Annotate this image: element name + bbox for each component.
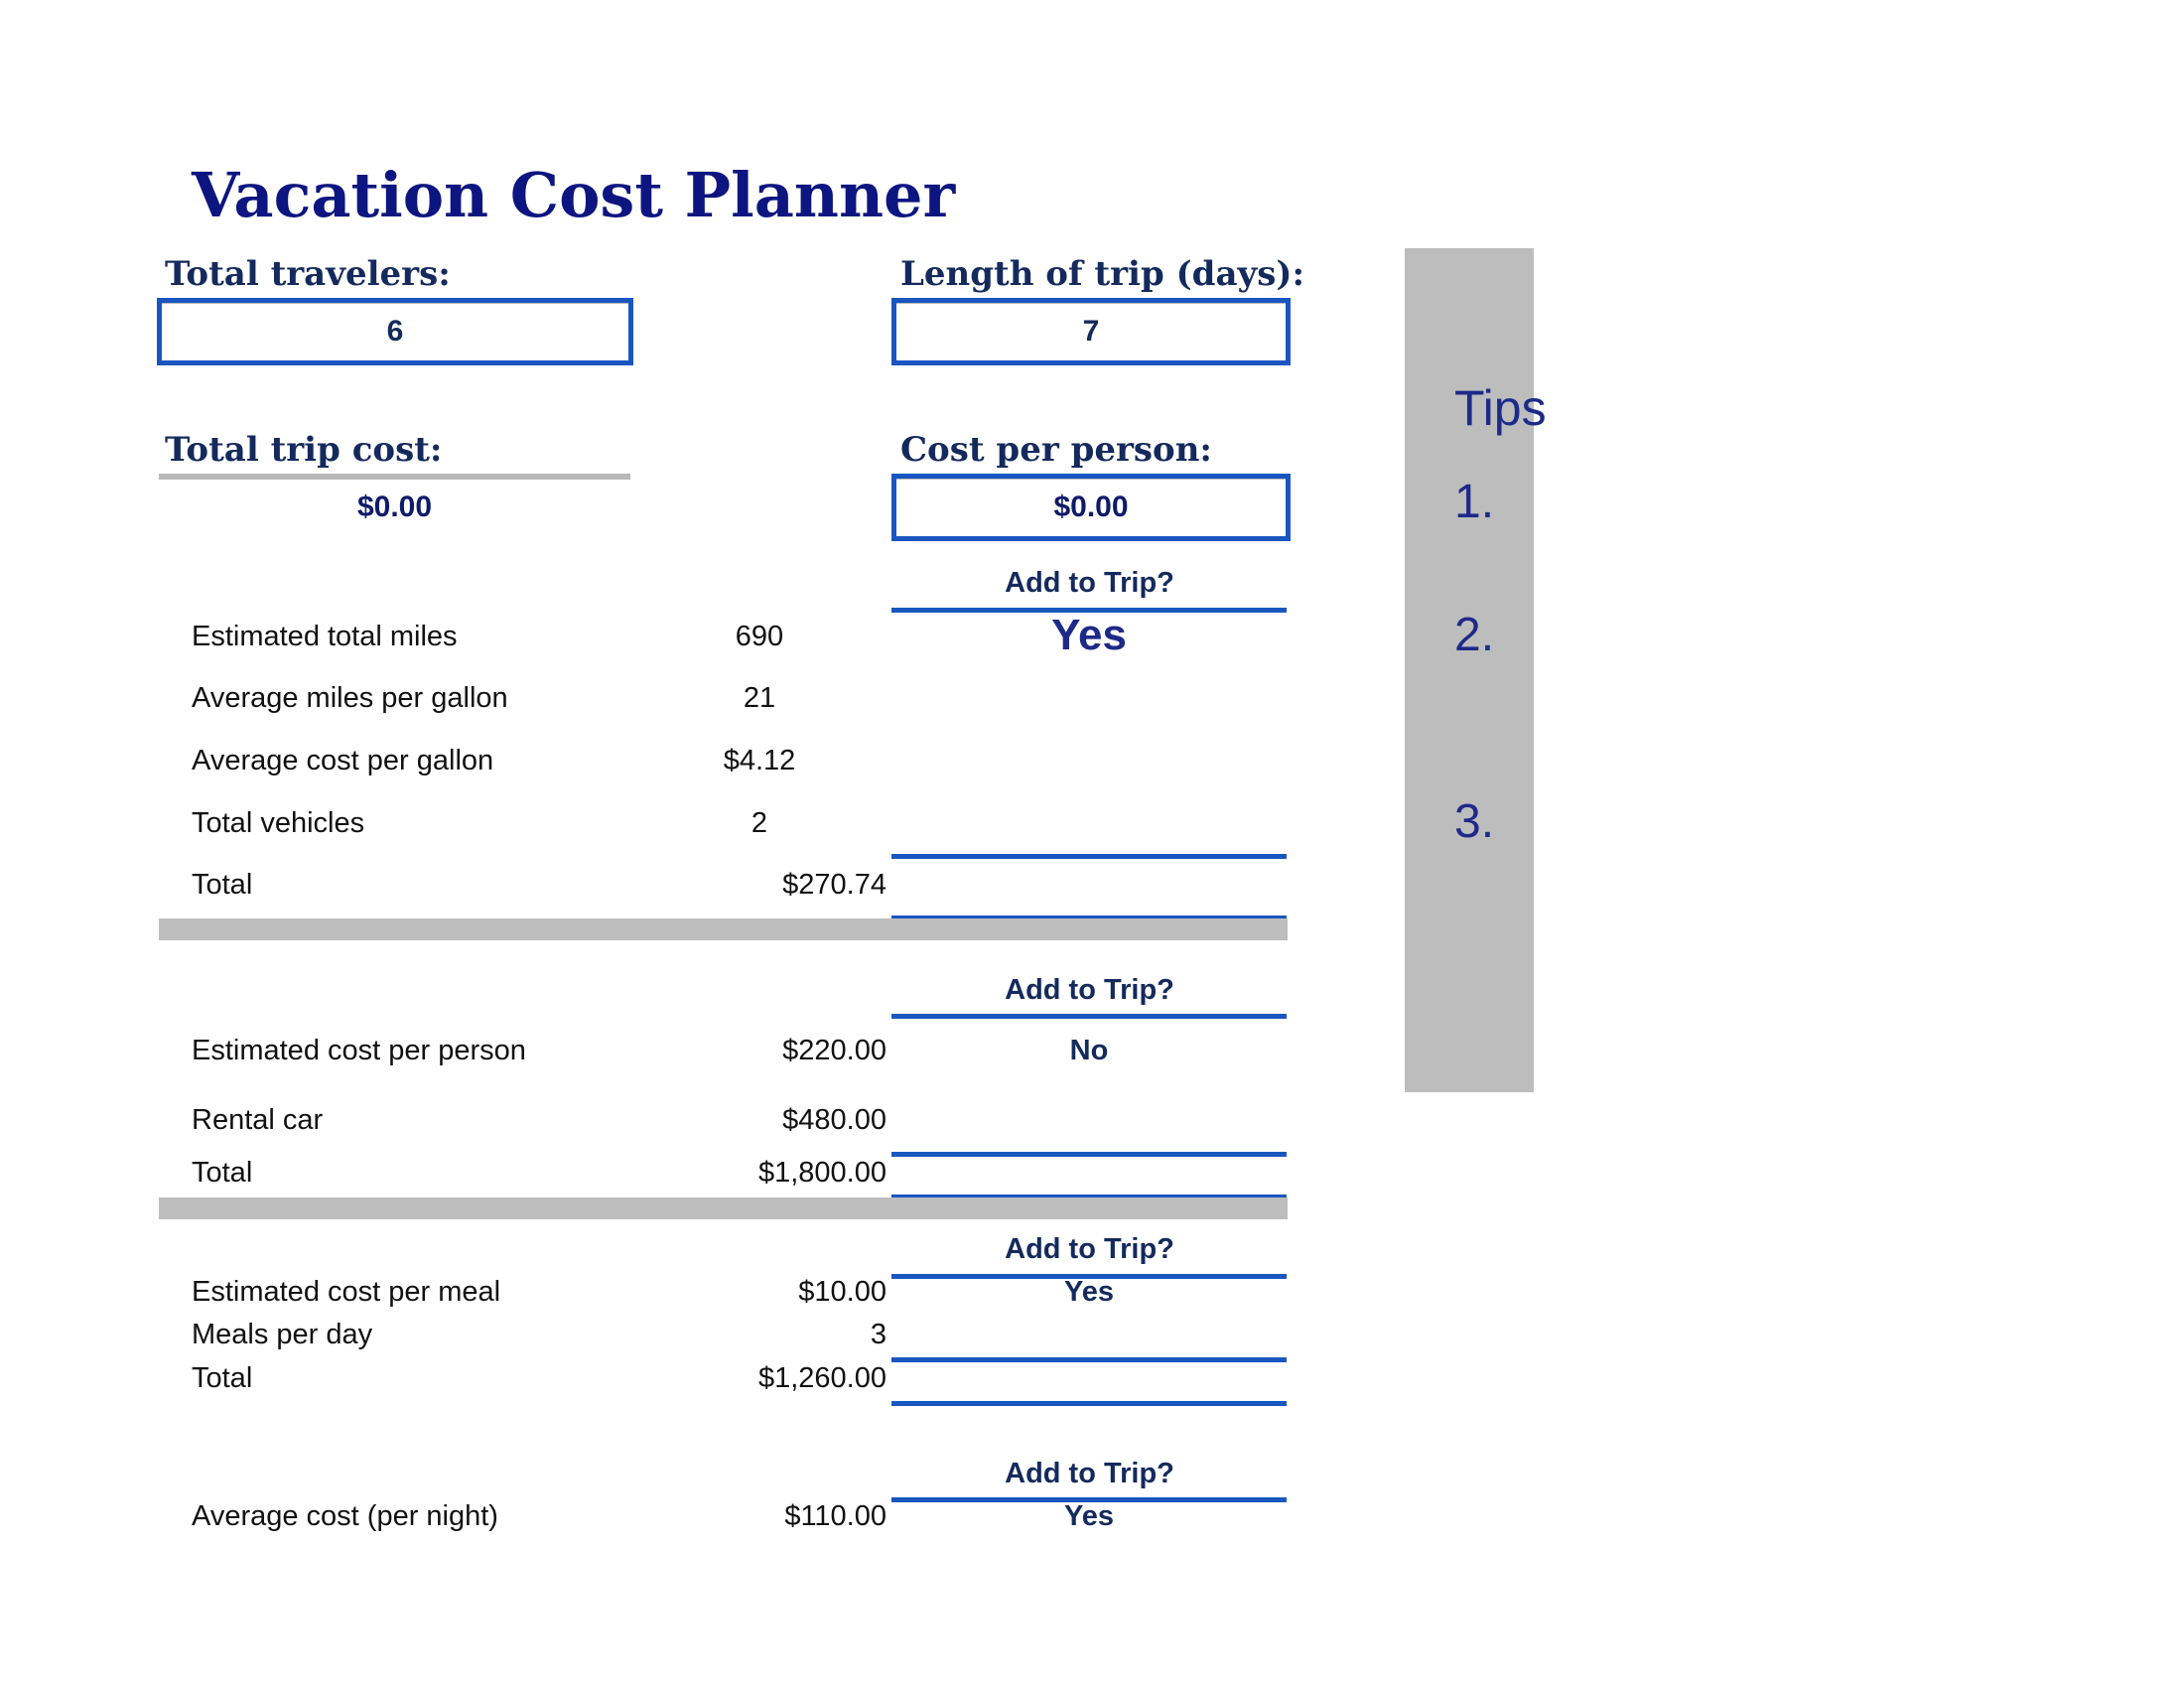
- meals-add-to-trip-header: Add to Trip?: [1005, 1233, 1174, 1265]
- driving-row-value[interactable]: 690: [735, 621, 784, 652]
- cost-per-person-label: Cost per person:: [900, 430, 1212, 470]
- airfare-add-to-trip-header: Add to Trip?: [1005, 974, 1174, 1006]
- tip-number: 2.: [1454, 609, 1495, 661]
- airfare-row-label: Rental car: [192, 1104, 324, 1136]
- lodging-add-to-trip-select[interactable]: Yes: [1064, 1500, 1114, 1532]
- driving-total-label: Total: [192, 869, 253, 901]
- meals-row-label: Meals per day: [192, 1319, 373, 1350]
- driving-row-value[interactable]: $4.12: [723, 745, 796, 776]
- driving-total-value: $270.74: [782, 869, 887, 901]
- driving-add-to-trip-select[interactable]: Yes: [1051, 611, 1127, 659]
- section-divider: [159, 1197, 1288, 1219]
- trip-length-label: Length of trip (days):: [900, 254, 1305, 294]
- meals-row-value[interactable]: $10.00: [798, 1276, 887, 1308]
- airfare-add-to-trip-select[interactable]: No: [1069, 1035, 1109, 1066]
- driving-row-label: Average miles per gallon: [192, 682, 508, 714]
- airfare-total-label: Total: [192, 1157, 253, 1189]
- meals-row-label: Estimated cost per meal: [192, 1276, 501, 1308]
- page-title: Vacation Cost Planner: [192, 159, 956, 231]
- cost-per-person-value: $0.00: [891, 474, 1291, 541]
- driving-row-value[interactable]: 21: [743, 682, 776, 714]
- tips-panel: [1405, 248, 1547, 1092]
- meals-total-line-bottom: [891, 1401, 1287, 1406]
- total-trip-cost-value: $0.00: [356, 491, 433, 523]
- meals-total-line-top: [891, 1357, 1287, 1362]
- driving-row-label: Estimated total miles: [192, 621, 458, 652]
- section-divider: [159, 918, 1288, 940]
- total-trip-cost-label: Total trip cost:: [165, 430, 443, 470]
- meals-total-value: $1,260.00: [757, 1362, 887, 1394]
- tip-number: 1.: [1454, 476, 1495, 528]
- driving-row-label: Average cost per gallon: [192, 745, 494, 776]
- lodging-add-to-trip-header: Add to Trip?: [1005, 1458, 1174, 1489]
- lodging-row-value[interactable]: $110.00: [784, 1500, 887, 1532]
- driving-add-to-trip-header: Add to Trip?: [1005, 567, 1174, 599]
- travelers-label: Total travelers:: [165, 254, 451, 294]
- meals-add-to-trip-select[interactable]: Yes: [1064, 1276, 1114, 1308]
- airfare-total-value: $1,800.00: [757, 1157, 887, 1189]
- tips-title: Tips: [1454, 380, 1547, 436]
- airfare-add-line: [891, 1014, 1287, 1019]
- trip-length-input[interactable]: 7: [891, 298, 1291, 365]
- total-trip-cost-underline: [159, 474, 630, 480]
- tip-number: 3.: [1454, 795, 1495, 848]
- airfare-row-value[interactable]: $220.00: [782, 1035, 887, 1066]
- airfare-total-line-top: [891, 1152, 1287, 1157]
- meals-total-label: Total: [192, 1362, 253, 1394]
- lodging-row-label: Average cost (per night): [192, 1500, 498, 1532]
- driving-row-value[interactable]: 2: [751, 807, 768, 839]
- meals-row-value[interactable]: 3: [870, 1319, 887, 1350]
- travelers-input[interactable]: 6: [157, 298, 633, 365]
- driving-row-label: Total vehicles: [192, 807, 365, 839]
- driving-total-line-top: [891, 854, 1287, 859]
- airfare-row-label: Estimated cost per person: [192, 1035, 526, 1066]
- airfare-row-value[interactable]: $480.00: [782, 1104, 887, 1136]
